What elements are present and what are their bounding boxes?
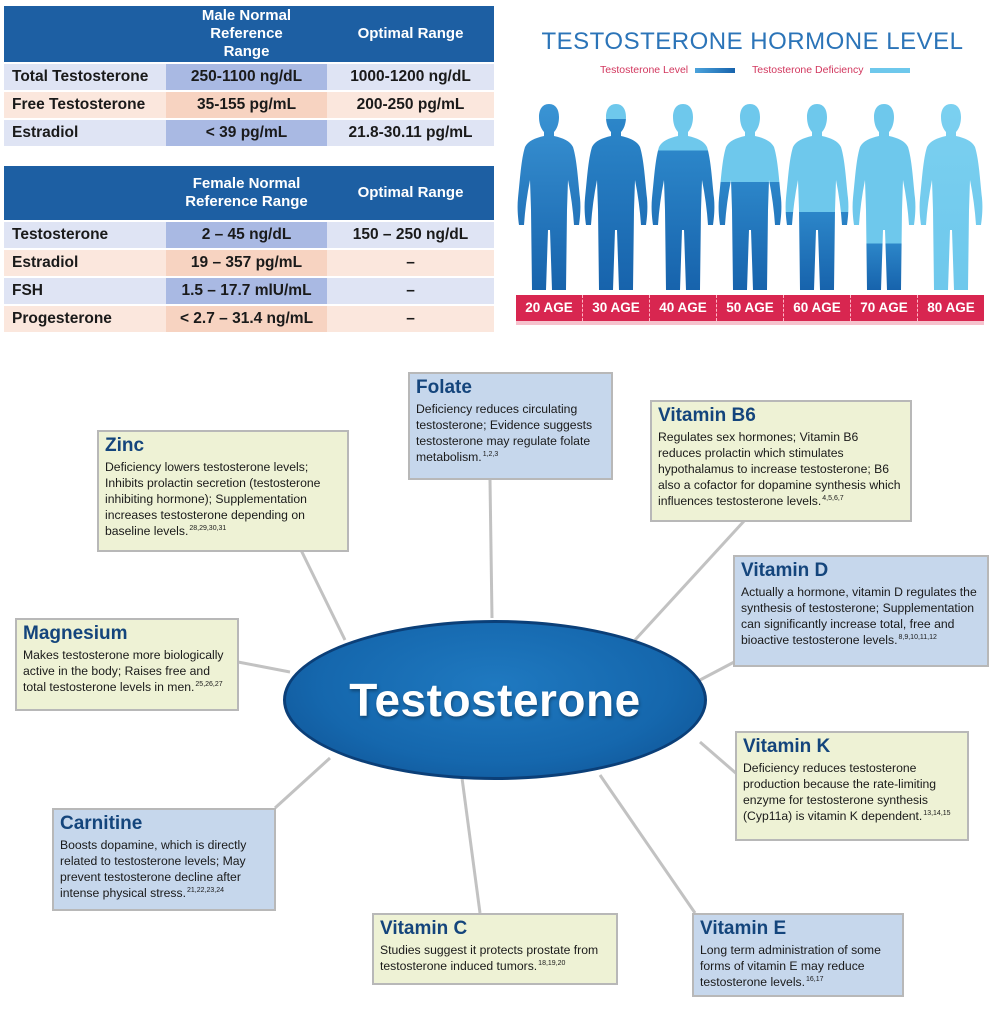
nutrient-desc: Actually a hormone, vitamin D regulates the synthesis of testosterone; Supplementation can significantly increase total, free and bioactive testosterone levels.$^{8,9,10,11,12}$ [741, 585, 977, 647]
nutrient-title: Zinc [105, 435, 145, 456]
header-optimal: Optimal Range [327, 166, 494, 220]
nutrient-refs: 13,14,15 [923, 810, 951, 817]
opt-cell: – [327, 304, 494, 332]
nutrient-box-vitamin-b6 [650, 400, 912, 522]
testosterone-center [283, 620, 707, 780]
nutrient-refs: 16,17 [806, 976, 824, 983]
legend-label: Testosterone Deficiency [751, 64, 864, 76]
nutrient-desc: Long term administration of some forms of vitamin E may reduce testosterone levels.$^{16,17}$ [700, 943, 881, 989]
header-reference: Male Normal Reference Range [166, 6, 327, 62]
nutrient-title: Vitamin E [700, 918, 787, 939]
nutrient-title: Folate [416, 377, 472, 398]
nutrient-box-magnesium [15, 618, 239, 711]
ref-cell: 2 – 45 ng/dL [166, 220, 327, 248]
age-label: 50 AGE [717, 295, 784, 321]
nutrient-desc: Regulates sex hormones; Vitamin B6 reduces prolactin which stimulates hypothalamus to increase testosterone; B6 also a cofactor for dopamine synthesis which influences testosterone levels.$^{4,5,6,7}$ [658, 430, 901, 508]
nutrient-refs: 1,2,3 [482, 451, 499, 458]
nutrient-refs: 28,29,30,31 [189, 525, 227, 532]
nutrient-title: Vitamin D [741, 560, 829, 581]
center-label: Testosterone [349, 674, 641, 726]
nutrient-box-vitamin-c [372, 913, 618, 985]
opt-cell: 21.8-30.11 pg/mL [327, 118, 494, 146]
param-cell: Free Testosterone [4, 90, 166, 118]
nutrient-box-vitamin-e [692, 913, 904, 997]
param-cell: Progesterone [4, 304, 166, 332]
nutrient-refs: 18,19,20 [538, 960, 566, 967]
nutrient-title: Vitamin K [743, 736, 831, 757]
nutrient-refs: 25,26,27 [195, 681, 223, 688]
ref-cell: < 39 pg/mL [166, 118, 327, 146]
nutrient-box-vitamin-k [735, 731, 969, 841]
connector-zinc [300, 548, 345, 640]
opt-cell: 200-250 pg/mL [327, 90, 494, 118]
nutrient-desc: Deficiency lowers testosterone levels; Inhibits prolactin secretion (testosterone inhibiting hormone); Supplementation increases testosterone depending on baseline levels.$^{28,29,30,31}$ [105, 460, 321, 538]
age-label: 20 AGE [516, 295, 583, 321]
connector-vitamin-e [600, 775, 695, 913]
connector-vitamin-k [700, 742, 738, 775]
nutrient-box-carnitine [52, 808, 276, 911]
legend-label: Testosterone Level [600, 64, 689, 76]
nutrient-title: Magnesium [23, 623, 128, 644]
opt-cell: 150 – 250 ng/dL [327, 220, 494, 248]
param-cell: Total Testosterone [4, 62, 166, 90]
ref-cell: 35-155 pg/mL [166, 90, 327, 118]
opt-cell: – [327, 276, 494, 304]
connector-vitamin-c [462, 778, 480, 913]
nutrient-title: Carnitine [60, 813, 143, 834]
ref-cell: 1.5 – 17.7 mlU/mL [166, 276, 327, 304]
age-label: 70 AGE [851, 295, 918, 321]
ref-cell: < 2.7 – 31.4 ng/mL [166, 304, 327, 332]
age-label: 60 AGE [784, 295, 851, 321]
opt-cell: – [327, 248, 494, 276]
nutrient-refs: 21,22,23,24 [187, 887, 224, 894]
param-cell: FSH [4, 276, 166, 304]
header-reference: Female Normal Reference Range [166, 166, 327, 220]
age-label: 40 AGE [650, 295, 717, 321]
nutrient-title: Vitamin B6 [658, 405, 756, 426]
nutrient-box-zinc [97, 430, 349, 552]
nutrient-box-vitamin-d [733, 555, 989, 667]
param-cell: Estradiol [4, 248, 166, 276]
nutrient-refs: 8,9,10,11,12 [898, 634, 937, 641]
nutrient-desc: Makes testosterone more biologically active in the body; Raises free and total testosterone levels in men.$^{25,26,27}$ [23, 648, 224, 694]
nutrient-desc: Studies suggest it protects prostate from testosterone induced tumors.$^{18,19,20}$ [380, 943, 599, 973]
header-optimal: Optimal Range [327, 6, 494, 62]
connector-folate [490, 480, 492, 618]
nutrient-desc: Deficiency reduces testosterone production because the rate-limiting enzyme for testosterone synthesis (Cyp11a) is vitamin K dependent.$^{13,14,15}$ [743, 761, 951, 823]
nutrient-desc: Deficiency reduces circulating testosterone; Evidence suggests testosterone may regulate folate metabolism.$^{1,2,3}$ [416, 402, 593, 464]
nutrient-title: Vitamin C [380, 918, 468, 939]
opt-cell: 1000-1200 ng/dL [327, 62, 494, 90]
param-cell: Testosterone [4, 220, 166, 248]
connector-magnesium [238, 662, 290, 672]
nutrient-desc: Boosts dopamine, which is directly related to testosterone levels; May prevent testosterone decline after intense physical stress.$^{21,22,23,24}$ [60, 838, 247, 900]
age-label: 80 AGE [927, 300, 975, 315]
hormone-chart-title: TESTOSTERONE HORMONE LEVEL [541, 28, 964, 55]
age-label: 30 AGE [583, 295, 650, 321]
connector-carnitine [275, 758, 330, 808]
nutrient-box-folate [408, 372, 613, 480]
ref-cell: 19 – 357 pg/mL [166, 248, 327, 276]
param-cell: Estradiol [4, 118, 166, 146]
connector-vitamin-b6 [635, 520, 745, 640]
nutrient-refs: 4,5,6,7 [822, 495, 844, 502]
ref-cell: 250-1100 ng/dL [166, 62, 327, 90]
